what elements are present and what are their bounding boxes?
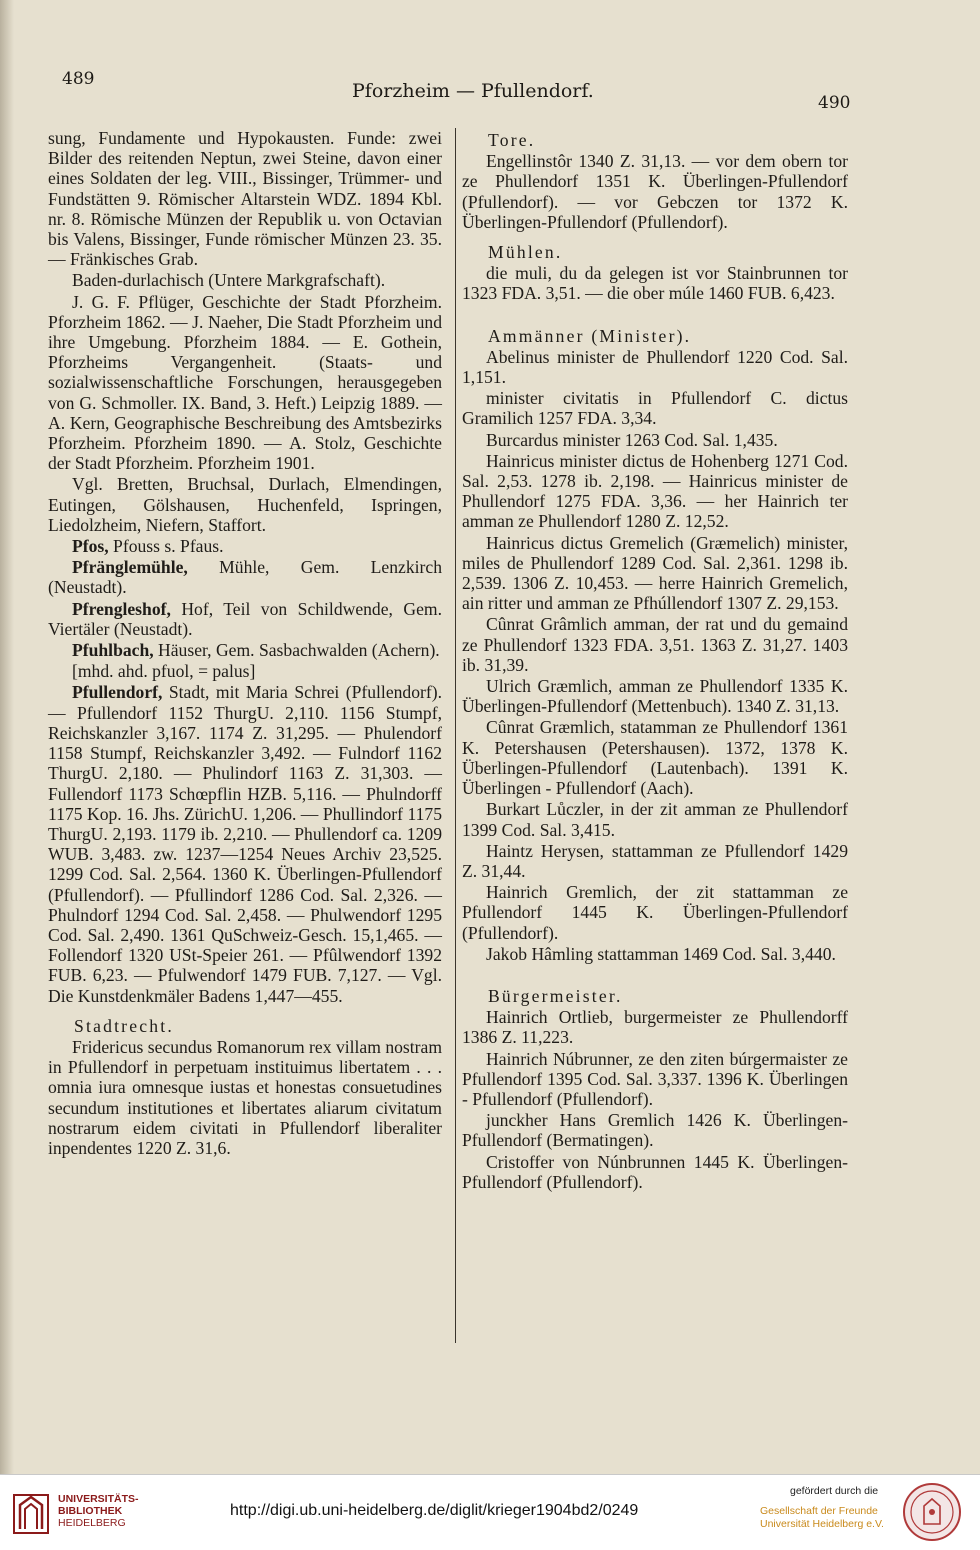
paragraph: die muli, du da gelegen ist vor Stainbrunnen tor 1323 FDA. 3,51. — die ober múle 1460 FUB. 6,423. [462, 263, 848, 304]
paragraph: Vgl. Bretten, Bruchsal, Durlach, Elmendingen, Eutingen, Gölshausen, Huchenfeld, Ispringen, Liedolzheim, Niefern, Staffort. [48, 474, 442, 535]
column-divider [455, 128, 456, 1343]
sponsor-name[interactable] [760, 1505, 884, 1531]
running-title: Pforzheim — Pfullendorf. [352, 80, 594, 102]
paragraph: sung, Fundamente und Hypokausten. Funde: zwei Bilder des reitenden Neptun, zwei Steine, davon einer eines Soldaten der leg. VIII., Bissinger, Trümmer- und Fundstätten 9. Römischer Altarstein WDZ. 1894 Kbl. nr. 8. Römische Münzen der Republik u. von Octavian bis Valens, Bissinger, Funde römischer Münzen 23. 35. — Fränkisches Grab. [48, 128, 442, 270]
entry-text: Hof, Teil von Schildwende, Gem. Viertäler (Neustadt). [48, 598, 442, 639]
paragraph: Ulrich Græmlich, amman ze Phullendorf 1335 K. Überlingen-Pfullendorf (Mettenbuch). 1340 Z. 31,13. [462, 676, 848, 717]
section-heading-tore: Tore. [488, 130, 536, 150]
right-page-number: 490 [818, 93, 851, 113]
paragraph: J. G. F. Pflüger, Geschichte der Stadt Pforzheim. Pforzheim 1862. — J. Naeher, Die Stadt Pforzheim und ihre Umgebung. Pforzheim 1884. — E. Gothein, Pforzheims Vergangenheit. (Staats- und sozialwissenschaftliche Forschungen, herausgegeben von G. Schmoller. IX. Band, 3. Heft.) Leipzig 1889. — A. Kern, Geographische Beschreibung des Amtsbezirks Pforzheim. Pforzheim 1890. — A. Stolz, Geschichte der Stadt Pforzheim. Pforzheim 1901. [48, 291, 442, 474]
entry-text: Mühle, Gem. Lenzkirch (Neustadt). [48, 557, 442, 598]
paragraph: Abelinus minister de Phullendorf 1220 Cod. Sal. 1,151. [462, 346, 848, 388]
entry-headword: Pfränglemühle, [72, 557, 188, 578]
permalink-url[interactable]: http://digi.ub.uni-heidelberg.de/diglit/krieger1904bd2/0249 [230, 1502, 639, 1519]
library-name[interactable] [58, 1493, 139, 1529]
section-heading-muehlen: Mühlen. [488, 242, 563, 263]
paragraph: Cristoffer von Núnbrunnen 1445 K. Überlingen-Pfullendorf (Pfullendorf). [462, 1151, 848, 1192]
entry-headword: Pfos, [72, 536, 109, 557]
sponsor-label: gefördert durch die [790, 1485, 879, 1497]
paragraph: Hainrich Núbrunner, ze den ziten búrgermaister ze Pfullendorf 1395 Cod. Sal. 3,337. 1396 K. Überlingen - Pfullendorf (Pfullendorf). [462, 1048, 848, 1109]
entry-text: Pfouss s. Pfaus. [108, 536, 224, 557]
entry-pfraenglemuehle [48, 557, 442, 597]
entry-pfrengleshof [48, 599, 442, 639]
etymology: [mhd. ahd. pfuol, = palus] [72, 661, 256, 682]
paragraph: Burkart Lůczler, in der zit amman ze Phullendorf 1399 Cod. Sal. 3,415. [462, 799, 848, 840]
section-heading-ammaenner: Ammänner (Minister). [488, 325, 692, 346]
library-name-line: BIBLIOTHEK [58, 1505, 123, 1517]
sponsor-line: Gesellschaft der Freunde [760, 1505, 878, 1517]
paragraph: Engellinstôr 1340 Z. 31,13. — vor dem obern tor ze Phullendorf 1351 K. Überlingen-Pfullendorf (Pfullendorf). — vor Gebczen tor 1372 K. Überlingen-Pfullendorf (Pfullendorf). [462, 151, 848, 232]
paragraph: Jakob Hâmling stattamman 1469 Cod. Sal. 3,440. [486, 943, 836, 964]
paragraph: Haintz Herysen, stattamman ze Pfullendorf 1429 Z. 31,44. [462, 840, 848, 881]
section-heading-stadtrecht: Stadtrecht. [74, 1015, 174, 1036]
paragraph: Hainricus minister dictus de Hohenberg 1271 Cod. Sal. 2,53. 1278 ib. 2,198. — Hainricus minister de Phullendorf 1275 FDA. 3,36. — her Hainrich ter amman ze Phullendorf 1280 Z. 12,52. [462, 450, 848, 532]
paragraph: Hainricus dictus Gremelich (Græmelich) minister, miles de Phullendorf 1289 Cod. Sal. 2,361. 1298 ib. 2,539. 1306 Z. 10,453. — herre Hainrich Gremelich, ain ritter und amman ze Pfhúllendorf 1307 Z. 29,153. [462, 532, 848, 614]
paragraph: Cûnrat Græmlich, statamman ze Phullendorf 1361 K. Petershausen (Petershausen). 1372, 1378 K. Überlingen-Pfullendorf (Lautenbach). 1391 K. Überlingen - Pfullendorf (Aach). [462, 717, 848, 799]
paragraph: Baden-durlachisch (Untere Markgrafschaft). [72, 270, 386, 291]
viewer-footer [0, 1474, 980, 1550]
university-library-logo-icon [12, 1489, 50, 1535]
paragraph: minister civitatis in Pfullendorf C. dictus Gramilich 1257 FDA. 3,34. [462, 388, 848, 429]
paragraph: Fridericus secundus Romanorum rex villam nostram in Pfullendorf in perpetuam instituimus libertatem . . . omnia iura omnesque iustas et honestas consuetudines secundum institutiones et libertates aliarum civitatum nostrarum eidem civitati in Pfullendorf liberaliter inpendentes 1220 Z. 31,6. [48, 1036, 442, 1158]
section-heading-buergermeister: Bürgermeister. [488, 985, 623, 1006]
entry-headword: Pfrengleshof, [72, 598, 171, 619]
right-column [462, 130, 848, 1193]
entry-text: Stadt, mit Maria Schrei (Pfullendorf). — Pfullendorf 1152 ThurgU. 2,110. 1156 Stumpf, Reichskanzler 3,167. 1174 Z. 31,295. — Phulendorf 1158 Stumpf, Reichskanzler 3,492. — Fulndorf 1162 ThurgU. 2,180. — Phulindorf 1163 Z. 31,303. — Fullendorf 1173 Schœpflin HZB. 5,116. — Phulndorff 1175 Kop. 16. Jhs. ZürichU. 1,206. — Phullindorf 1175 ThurgU. 2,193. 1179 ib. 2,210. — Phullendorf ca. 1209 WUB. 3,483. zw. 1237—1254 Neues Archiv 23,525. 1299 Cod. Sal. 2,564. 1360 K. Überlingen-Pfullendorf (Pfullendorf). — Pfullindorf 1286 Cod. Sal. 2,326. — Phulndorf 1294 Cod. Sal. 2,458. — Phulwendorf 1295 Cod. Sal. 2,490. 1361 QuSchweiz-Gesch. 15,1,465. — Follendorf 1320 USt-Speier 261. — Pfûlwendorf 1392 FUB. 6,23. — Pfulwendorf 1479 FUB. 7,127. — Vgl. Die Kunstdenkmäler Badens 1,447—455. [48, 682, 442, 1006]
paragraph: Hainrich Gremlich, der zit stattamman ze Pfullendorf 1445 K. Überlingen-Pfullendorf (Pfullendorf). [462, 882, 848, 943]
entry-headword: Pfuhlbach, [72, 640, 154, 661]
paragraph: Burcardus minister 1263 Cod. Sal. 1,435. [486, 429, 778, 450]
left-page-number: 489 [62, 69, 95, 89]
sponsor-line: Universität Heidelberg e.V. [760, 1518, 884, 1530]
entry-pfullendorf [48, 682, 442, 1005]
entry-headword: Pfullendorf, [72, 682, 163, 703]
entry-text: Häuser, Gem. Sasbachwalden (Achern). [153, 640, 440, 661]
paragraph: Cûnrat Grâmlich amman, der rat und du gemaind ze Phullendorf 1323 FDA. 3,51. 1363 Z. 31,27. 1403 ib. 31,39. [462, 614, 848, 675]
university-seal-icon [902, 1482, 962, 1542]
entry-pfuhlbach [48, 640, 442, 660]
paragraph: Hainrich Ortlieb, burgermeister ze Phullendorff 1386 Z. 11,223. [462, 1007, 848, 1048]
paragraph: junckher Hans Gremlich 1426 K. Überlingen-Pfullendorf (Bermatingen). [462, 1110, 848, 1151]
entry-pfos [48, 536, 442, 556]
left-column [48, 128, 442, 1159]
library-name-line: UNIVERSITÄTS- [58, 1493, 139, 1505]
library-name-line: HEIDELBERG [58, 1517, 126, 1529]
